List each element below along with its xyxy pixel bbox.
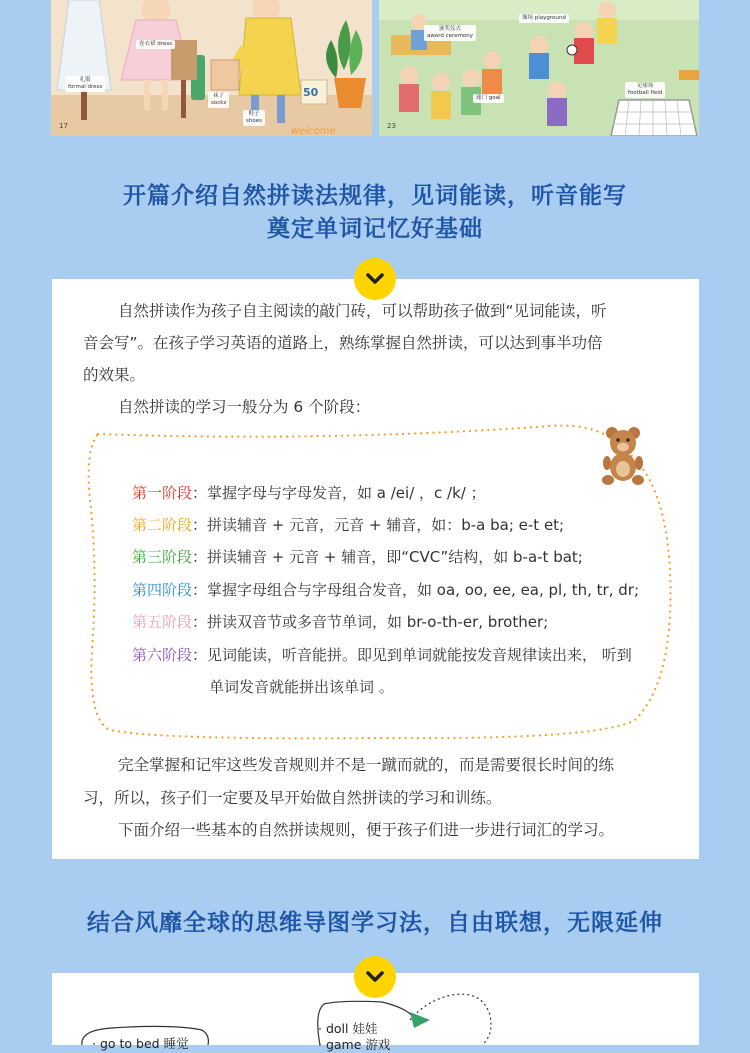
stage-name-1: 第一阶段 bbox=[132, 484, 193, 502]
stages-intro: 自然拼读的学习一般分为 6 个阶段： bbox=[118, 398, 371, 416]
section1-heading-line1: 开篇介绍自然拼读法规律，见词能读，听音能写 bbox=[123, 183, 627, 209]
intro-line-3: 的效果。 bbox=[83, 366, 146, 384]
label-socks-cn: 袜子 bbox=[213, 93, 225, 99]
mindmap-right-label-2: game 游戏 bbox=[325, 1037, 391, 1052]
chevron-down-icon bbox=[365, 272, 385, 286]
closing-line-3: 下面介绍一些基本的自然拼读规则，便于孩子们进一步进行词汇的学习。 bbox=[118, 821, 615, 839]
label-award-en: award ceremony bbox=[427, 33, 474, 39]
mindmap-item-left bbox=[92, 1034, 189, 1052]
label-formal-dress bbox=[65, 76, 105, 92]
section2-heading: 结合风靡全球的思维导图学习法，自由联想，无限延伸 bbox=[87, 910, 663, 936]
mindmap-right-label-1: doll 娃娃 bbox=[325, 1021, 378, 1036]
section1-badge bbox=[354, 258, 396, 300]
bullet-dot: · bbox=[318, 1021, 326, 1036]
label-formal-dress-en: formal dress bbox=[68, 84, 103, 90]
stage-row-5 bbox=[132, 606, 548, 639]
page-number: 17 bbox=[59, 122, 68, 130]
stage-text-4: ：掌握字母组合与字母组合发音，如 oa, oo, ee, ea, pl, th, tr, dr; bbox=[192, 581, 640, 599]
page-number: 23 bbox=[387, 122, 396, 130]
closing-line-2: 习，所以，孩子们一定要及早开始做自然拼读的学习和训练。 bbox=[83, 789, 502, 807]
label-shoes-cn: 鞋子 bbox=[248, 111, 260, 117]
label-football-field-en: football field bbox=[628, 90, 663, 96]
label-award-cn: 颁奖仪式 bbox=[439, 26, 462, 32]
stage-text-5: ：拼读双音节或多音节单词，如 br-o-th-er, brother; bbox=[192, 613, 549, 631]
stage-text-3: ：拼读辅音 + 元音 + 辅音，即“CVC”结构，如 b-a-t bat; bbox=[192, 548, 583, 566]
label-playground: 操场 playground bbox=[519, 14, 569, 23]
stage-name-6: 第六阶段 bbox=[132, 646, 193, 664]
stage-name-2: 第二阶段 bbox=[132, 516, 193, 534]
stage-text-6: ：见词能读，听音能拼。即见到单词就能按发音规律读出来， 听到 bbox=[192, 646, 632, 664]
stage-row-6-continued: 单词发音就能拼出该单词 。 bbox=[209, 678, 394, 696]
label-football-field-cn: 足球场 bbox=[636, 83, 654, 89]
clothing-shop-drawing bbox=[51, 0, 372, 136]
label-shoes-en: shoes bbox=[246, 118, 262, 124]
mindmap-item-right-2 bbox=[318, 1035, 390, 1053]
stage-row-2 bbox=[132, 509, 564, 542]
stage-row-1 bbox=[132, 477, 486, 510]
closing-line-1: 完全掌握和记牢这些发音规则并不是一蹴而就的，而是需要很长时间的练 bbox=[118, 756, 615, 774]
illustration-playground bbox=[379, 0, 699, 136]
teddy-bear-icon bbox=[598, 425, 650, 487]
stage-text-1: ：掌握字母与字母发音，如 a /ei/ ，c /k/ ； bbox=[192, 484, 486, 502]
bullet-dot: · bbox=[318, 1037, 326, 1052]
stage-row-4 bbox=[132, 574, 639, 607]
stage-name-4: 第四阶段 bbox=[132, 581, 193, 599]
mindmap-left-label: go to bed 睡觉 bbox=[99, 1036, 189, 1051]
svg-text:welcome: welcome bbox=[291, 126, 336, 136]
label-football-field bbox=[625, 82, 665, 98]
label-socks-en: socks bbox=[211, 100, 227, 106]
label-shoes bbox=[243, 110, 265, 126]
label-award-ceremony bbox=[424, 25, 476, 41]
bullet-dot: · bbox=[92, 1036, 100, 1051]
label-dress: 连衣裙 dress bbox=[136, 40, 175, 49]
illustration-clothing-shop bbox=[51, 0, 372, 136]
intro-line-1: 自然拼读作为孩子自主阅读的敲门砖，可以帮助孩子做到“见词能读，听 bbox=[118, 302, 607, 320]
stage-name-5: 第五阶段 bbox=[132, 613, 193, 631]
label-goal: 球门 goal bbox=[473, 94, 504, 103]
label-formal-dress-cn: 礼服 bbox=[79, 77, 91, 83]
label-socks bbox=[208, 92, 229, 108]
stage-row-3 bbox=[132, 541, 583, 574]
stage-name-3: 第三阶段 bbox=[132, 548, 193, 566]
section1-heading-line2: 奠定单词记忆好基础 bbox=[267, 216, 483, 242]
stage-row-6 bbox=[132, 639, 632, 672]
stage-text-2: ：拼读辅音 + 元音，元音 + 辅音，如：b-a ba; e-t et; bbox=[192, 516, 565, 534]
chevron-down-icon bbox=[365, 970, 385, 984]
intro-line-2: 音会写”。在孩子学习英语的道路上，熟练掌握自然拼读，可以达到事半功倍 bbox=[83, 334, 603, 352]
price-tag: 50 bbox=[303, 86, 319, 99]
